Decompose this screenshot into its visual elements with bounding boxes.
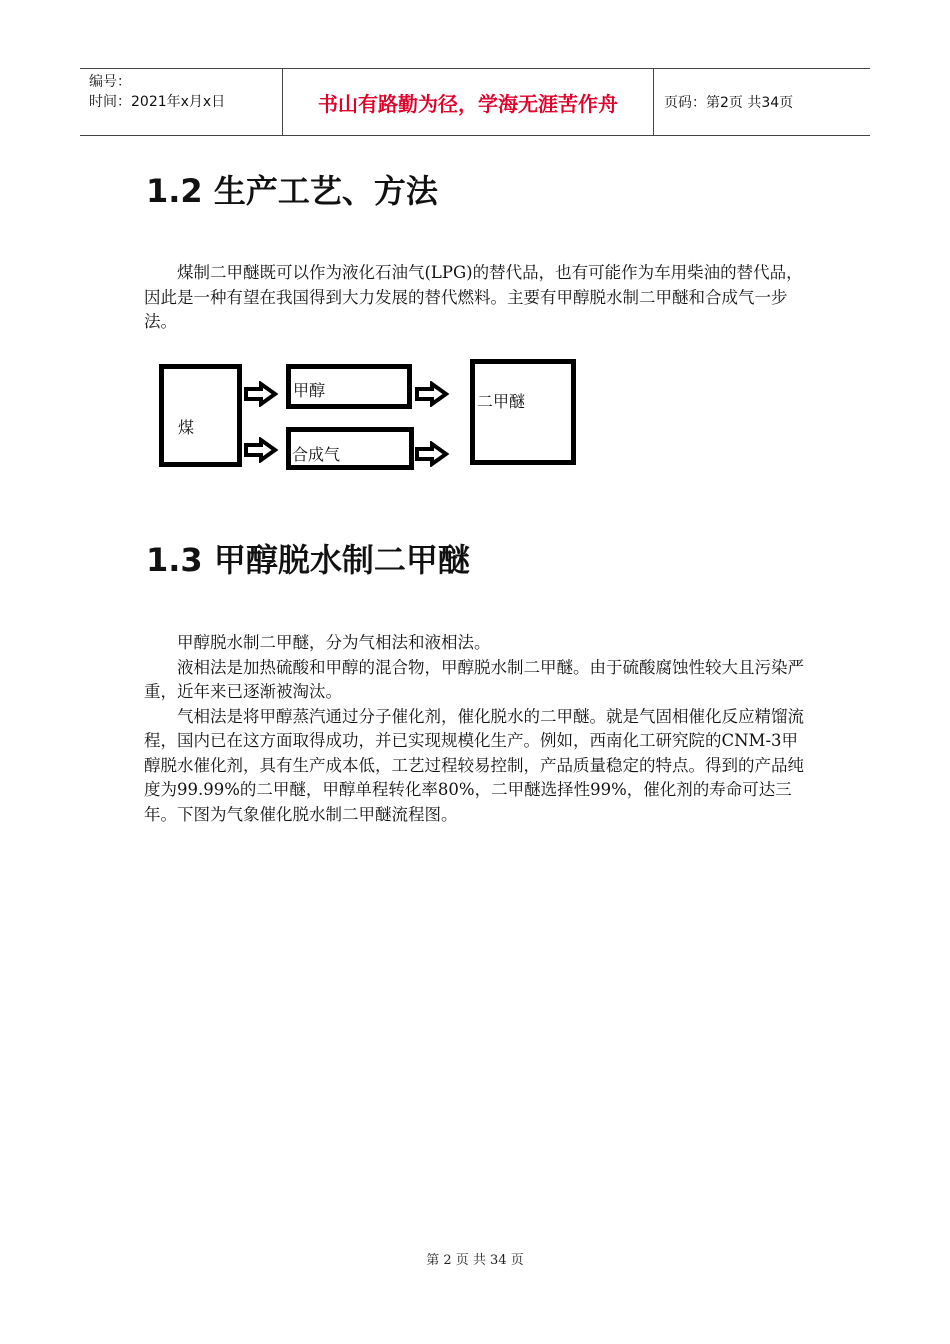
methanol-label: 甲醇 [293,381,326,400]
coal-box [159,364,242,467]
syngas-label: 合成气 [292,445,341,464]
arrow-right-icon [243,437,279,463]
paragraph: 液相法是加热硫酸和甲醇的混合物，甲醇脱水制二甲醚。由于硫酸腐蚀性较大且污染严重，近年来已逐渐被淘汰。 [144,657,804,701]
coal-label: 煤 [178,418,195,437]
header-page-info: 页码：第2页 共34页 [664,95,794,111]
section-heading-1-2: 1.2 生产工艺、方法 [146,172,438,210]
paragraph: 气相法是将甲醇蒸汽通过分子催化剂，催化脱水的二甲醚。就是气固相催化反应精馏流程，国内已在这方面取得成功，并已实现规模化生产。例如，西南化工研究院的CNM-3甲醇脱水催化剂，具有生产成本低，工艺过程较易控制，产品质量稳定的特点。得到的产品纯度为99.99%的二甲醚，甲醇单程转化率80%，二甲醚选择性99%，催化剂的寿命可达三年。下图为气象催化脱水制二甲醚流程图。 [144,706,804,824]
arrow-right-icon [414,441,450,467]
syngas-box [286,427,414,470]
dme-box [470,359,576,465]
section-heading-1-3: 1.3 甲醇脱水制二甲醚 [146,541,470,579]
date-label: 时间：2021年x月x日 [89,94,226,110]
page-header [80,68,870,136]
paragraph: 甲醇脱水制二甲醚，分为气相法和液相法。 [177,633,491,652]
methanol-box [286,364,412,409]
page-footer: 第 2 页 共 34 页 [426,1253,524,1268]
section-1-3-body [144,631,804,827]
number-label: 编号： [89,74,131,90]
arrow-right-icon [414,381,450,407]
section-1-2-body [144,261,804,335]
dme-label: 二甲醚 [477,392,526,411]
paragraph: 煤制二甲醚既可以作为液化石油气(LPG)的替代品，也有可能作为车用柴油的替代品，因此是一种有望在我国得到大力发展的替代燃料。主要有甲醇脱水制二甲醚和合成气一步法。 [144,263,803,331]
header-motto: 书山有路勤为径，学海无涯苦作舟 [282,69,654,135]
arrow-right-icon [243,381,279,407]
header-meta [80,69,282,135]
